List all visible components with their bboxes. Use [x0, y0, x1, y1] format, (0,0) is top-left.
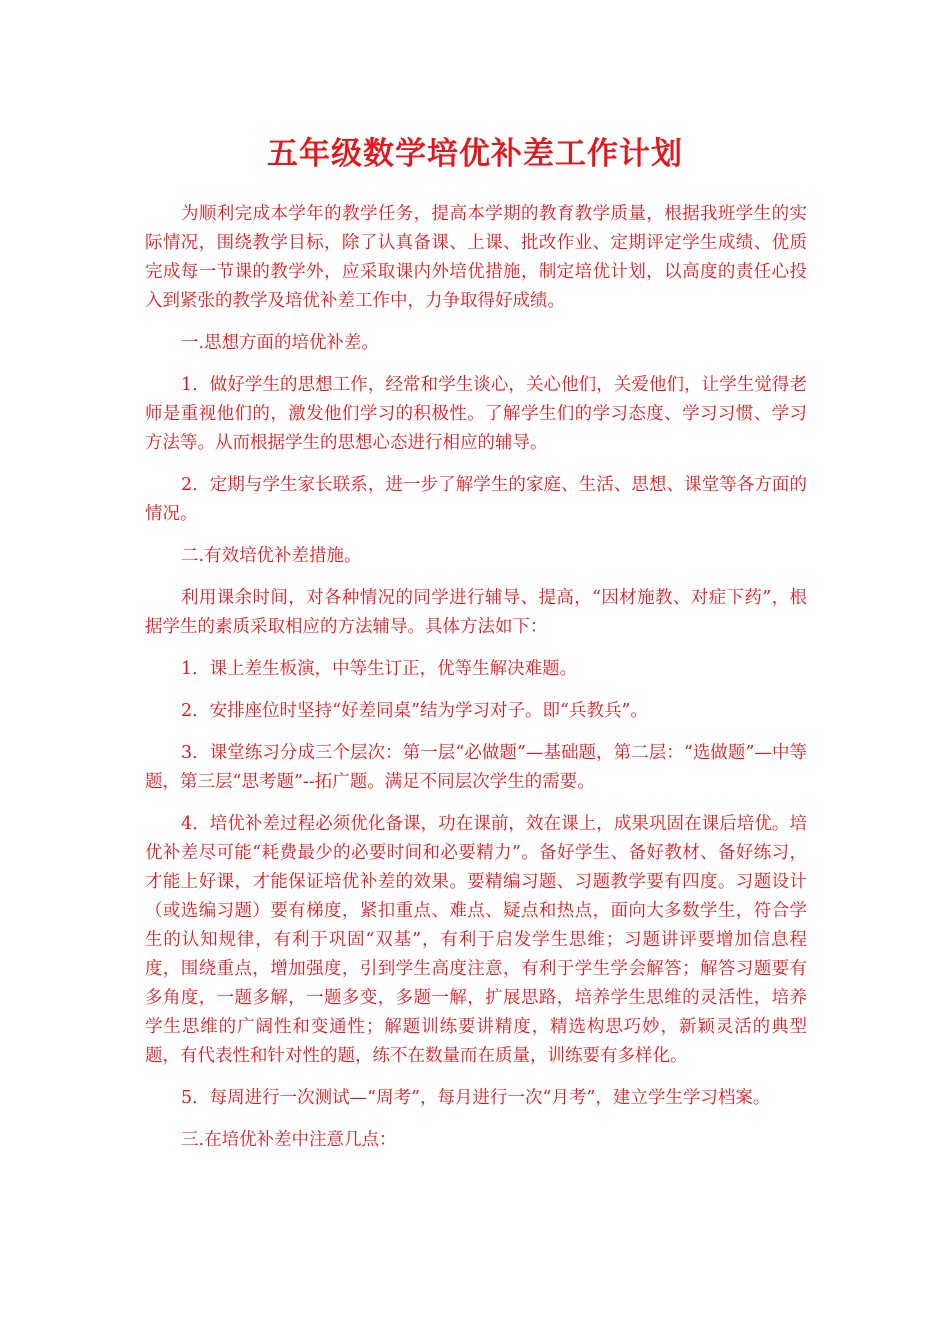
paragraph-1-2: 2．定期与学生家长联系，进一步了解学生的家庭、生活、思想、课堂等各方面的情况。 [145, 475, 807, 524]
paragraph-2-3: 3．课堂练习分成三个层次：第一层“必做题”—基础题，第二层：“选做题”—中等题，第三层“思考题”--拓广题。满足不同层次学生的需要。 [145, 743, 807, 792]
paragraph-2-2: 2．安排座位时坚持“好差同桌”结为学习对子。即“兵教兵”。 [181, 701, 648, 721]
paragraph-2-1: 1．课上差生板演，中等生订正，优等生解决难题。 [181, 659, 578, 679]
section-heading-1: 一.思想方面的培优补差。 [181, 333, 380, 353]
intro-paragraph: 为顺利完成本学年的教学任务，提高本学期的教育教学质量，根据我班学生的实际情况，围绕教学目标，除了认真备课、上课、批改作业、定期评定学生成绩、优质完成每一节课的教学外，应采取课内外培优措施，制定培优计划，以高度的责任心投入到紧张的教学及培优补差工作中，力争取得好成绩。 [145, 204, 807, 311]
section-heading-3: 三.在培优补差中注意几点： [181, 1130, 397, 1150]
paragraph-1-1: 1．做好学生的思想工作，经常和学生谈心，关心他们，关爱他们，让学生觉得老师是重视他们的，激发他们学习的积极性。了解学生们的学习态度、学习习惯、学习方法等。从而根据学生的思想心态进行相应的辅导。 [145, 375, 807, 453]
document-body [145, 200, 807, 1168]
document-title: 五年级数学培优补差工作计划 [267, 136, 683, 172]
section-heading-2: 二.有效培优补差措施。 [181, 546, 362, 566]
paragraph-2-4: 4．培优补差过程必须优化备课，功在课前，效在课上，成果巩固在课后培优。培优补差尽可能“耗费最少的必要时间和必要精力”。备好学生、备好教材、备好练习，才能上好课，才能保证培优补差的效果。要精编习题、习题教学要有四度。习题设计（或选编习题）要有梯度，紧扣重点、难点、疑点和热点，面向大多数学生，符合学生的认知规律，有利于巩固“双基”，有利于启发学生思维；习题讲评要增加信息程度，围绕重点，增加强度，引到学生高度注意，有利于学生学会解答；解答习题要有多角度，一题多解，一题多变，多题一解，扩展思路，培养学生思维的灵活性，培养学生思维的广阔性和变通性；解题训练要讲精度，精选构思巧妙，新颖灵活的典型题，有代表性和针对性的题，练不在数量而在质量，训练要有多样化。 [145, 814, 807, 1066]
paragraph-2-5: 5．每周进行一次测试—“周考”，每月进行一次“月考”，建立学生学习档案。 [181, 1088, 771, 1108]
paragraph-2-intro: 利用课余时间，对各种情况的同学进行辅导、提高，“因材施教、对症下药”，根据学生的素质采取相应的方法辅导。具体方法如下： [145, 588, 807, 637]
